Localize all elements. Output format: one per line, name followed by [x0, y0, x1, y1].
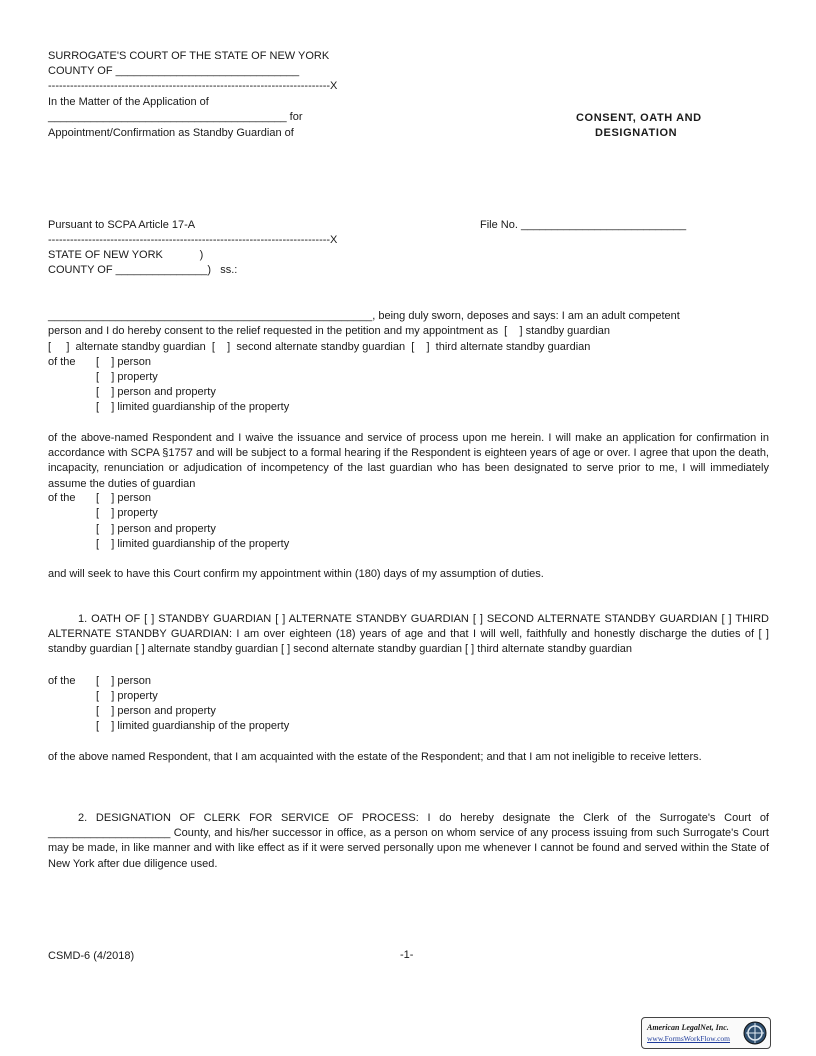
option-person: [ ] person [96, 356, 152, 368]
state-line: STATE OF NEW YORK ) [48, 249, 204, 261]
option-property: [ ] property [96, 690, 158, 702]
option-person-and-property: [ ] person and property [96, 386, 216, 398]
option-person: [ ] person [96, 675, 152, 687]
form-id: CSMD-6 (4/2018) [48, 950, 135, 962]
file-number: File No. ___________________________ [480, 219, 687, 231]
option-property: [ ] property [96, 371, 158, 383]
page-number: -1- [400, 949, 414, 961]
of-the-label: of the [48, 356, 76, 368]
of-the-label: of the [48, 675, 76, 687]
option-person-and-property: [ ] person and property [96, 705, 216, 717]
option-limited-guardianship: [ ] limited guardianship of the property [96, 720, 290, 732]
applicant-line: _______________________________________ for [48, 111, 303, 123]
option-property: [ ] property [96, 507, 158, 519]
logo-company-name: American LegalNet, Inc. [647, 1023, 729, 1032]
scpa-line: Pursuant to SCPA Article 17-A [48, 219, 196, 231]
consent-intro-line-2: person and I do hereby consent to the relief requested in the petition and my appointment as [ ] standby guardian [48, 325, 610, 337]
oath-closing: of the above named Respondent, that I am acquainted with the estate of the Respondent; and that I am not ineligible to receive letters. [48, 751, 702, 763]
matter-line: In the Matter of the Application of [48, 96, 209, 108]
globe-icon [742, 1020, 768, 1046]
separator-top: -----------------------------------------------------------------------------X [48, 80, 338, 92]
county-ss-line: COUNTY OF _______________) ss.: [48, 264, 238, 276]
consent-paragraph: of the above-named Respondent and I waive the issuance and service of process upon me herein. I will make an application for confirmation in accordance with SCPA §1757 and will be subject to a formal hearing if the Respondent is eighteen years of age or over. I agree that upon the death, incapacity, renunciation or adjudication of incompetency of the last guardian who has been designated to serve prior to me, I will immediately assume the duties of guardian [48, 432, 769, 490]
of-the-label: of the [48, 492, 76, 504]
court-title: SURROGATE'S COURT OF THE STATE OF NEW YORK [48, 50, 330, 62]
designation-paragraph: 2. DESIGNATION OF CLERK FOR SERVICE OF PROCESS: I do hereby designate the Clerk of the Surrogate's Court of ____________________ County, and his/her successor in office, as a person on whom service of any process issuing from such Surrogate's Court may be made, in like manner and with like effect as if it were served personally upon me whenever I cannot be found and served within the State of New York after due diligence used. [48, 812, 769, 870]
consent-closing: and will seek to have this Court confirm my appointment within (180) days of my assumption of duties. [48, 568, 544, 580]
option-limited-guardianship: [ ] limited guardianship of the property [96, 401, 290, 413]
option-limited-guardianship: [ ] limited guardianship of the property [96, 538, 290, 550]
option-person: [ ] person [96, 492, 152, 504]
oath-paragraph: 1. OATH OF [ ] STANDBY GUARDIAN [ ] ALTERNATE STANDBY GUARDIAN [ ] SECOND ALTERNATE STANDBY GUARDIAN [ ] THIRD ALTERNATE STANDBY GUARDIAN: I am over eighteen (18) years of age and that I will well, faithfully and honestly discharge the duties of [ ] standby guardian [ ] alternate standby guardian [ ] second alternate standby guardian [ ] third alternate standby guardian [48, 613, 769, 656]
document-title: CONSENT, OATH AND [576, 112, 702, 124]
appointment-line: Appointment/Confirmation as Standby Guardian of [48, 127, 294, 139]
option-person-and-property: [ ] person and property [96, 523, 216, 535]
consent-intro-line-3: [ ] alternate standby guardian [ ] second alternate standby guardian [ ] third alternate standby guardian [48, 341, 591, 353]
consent-intro-line-1: _____________________________________________________, being duly sworn, deposes and says: I am an adult competent [48, 310, 680, 322]
document-title-2: DESIGNATION [595, 127, 678, 139]
publisher-logo [641, 1017, 771, 1049]
logo-website-link[interactable]: www.FormsWorkFlow.com [647, 1034, 731, 1043]
county-line: COUNTY OF ______________________________ [48, 65, 300, 77]
separator-bottom: -----------------------------------------------------------------------------X [48, 234, 338, 246]
